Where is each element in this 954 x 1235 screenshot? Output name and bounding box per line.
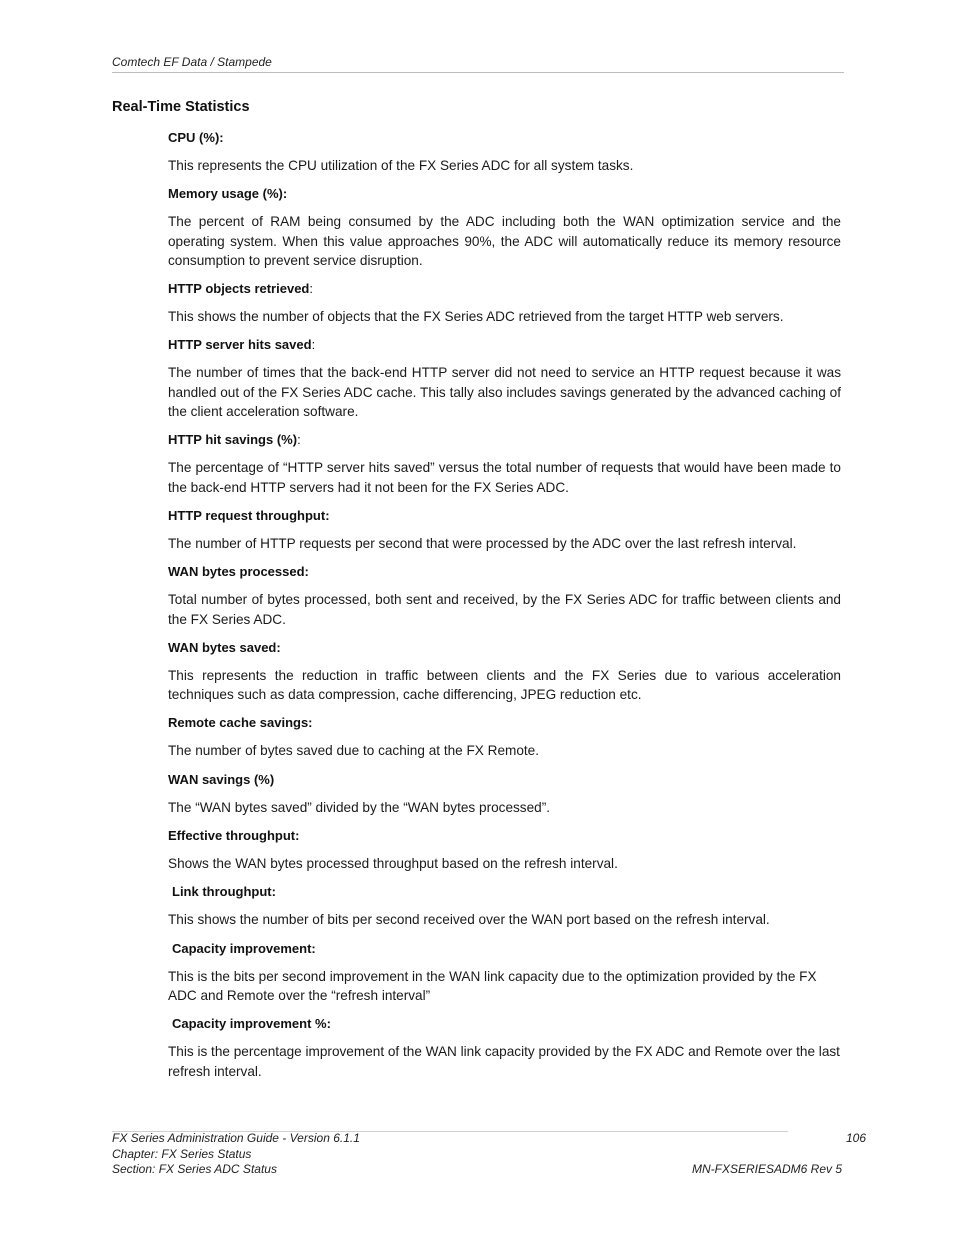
- term-label: HTTP objects retrieved:: [168, 281, 313, 297]
- definition-item: [168, 184, 841, 270]
- term-description: This is the percentage improvement of the WAN link capacity provided by the FX ADC and Remote over the last refresh interval.: [168, 1044, 840, 1079]
- term-description: This shows the number of objects that the FX Series ADC retrieved from the target HTTP web servers.: [168, 309, 784, 325]
- definition-item: [168, 128, 841, 175]
- definition-item: [168, 826, 841, 873]
- page-header: [112, 55, 844, 73]
- term-label: Effective throughput:: [168, 828, 300, 844]
- definition-item: [168, 882, 841, 929]
- definition-list: [168, 128, 841, 1090]
- definition-item: [168, 713, 841, 760]
- term-description: The number of bytes saved due to caching at the FX Remote.: [168, 743, 540, 759]
- term-label: HTTP request throughput:: [168, 507, 330, 523]
- definition-item: [168, 430, 841, 497]
- term-label: Remote cache savings:: [168, 715, 313, 731]
- term-description: The number of HTTP requests per second that were processed by the ADC over the last refresh interval.: [168, 535, 797, 551]
- term-description: This is the bits per second improvement in the WAN link capacity due to the optimization provided by the FX ADC and Remote over the “refresh interval”: [168, 968, 817, 1003]
- page-number: 106: [845, 1131, 866, 1145]
- definition-item: [168, 562, 841, 629]
- term-description: This shows the number of bits per second received over the WAN port based on the refresh interval.: [168, 912, 770, 928]
- term-description: This represents the CPU utilization of the FX Series ADC for all system tasks.: [168, 158, 634, 173]
- term-label: Capacity improvement:: [172, 940, 316, 956]
- term-label: WAN savings (%): [168, 771, 275, 787]
- term-label: Link throughput:: [172, 884, 276, 900]
- definition-item: [168, 279, 841, 326]
- term-description: Shows the WAN bytes processed throughput based on the refresh interval.: [168, 856, 618, 872]
- footer-section: Section: FX Series ADC Status: [112, 1162, 277, 1176]
- term-label: CPU (%):: [168, 130, 224, 145]
- term-label: Memory usage (%):: [168, 186, 288, 202]
- term-description: Total number of bytes processed, both sent and received, by the FX Series ADC for traffic between clients and the FX Series ADC.: [168, 592, 841, 627]
- term-label: Capacity improvement %:: [172, 1016, 331, 1032]
- header-text: Comtech EF Data / Stampede: [112, 55, 272, 69]
- term-label: HTTP hit savings (%):: [168, 432, 301, 448]
- definition-item: [168, 506, 841, 553]
- term-description: This represents the reduction in traffic between clients and the FX Series due to various acceleration techniques such as data compression, cache differencing, JPEG reduction etc.: [168, 667, 841, 703]
- definition-item: [168, 939, 841, 1006]
- term-description: The percentage of “HTTP server hits saved” versus the total number of requests that would have been made to the back-end HTTP servers had it not been for the FX Series ADC.: [168, 460, 841, 495]
- section-title: Real-Time Statistics: [112, 99, 250, 115]
- term-label: WAN bytes saved:: [168, 639, 281, 655]
- definition-item: [168, 1014, 841, 1081]
- definition-item: [168, 638, 841, 705]
- term-description: The “WAN bytes saved” divided by the “WAN bytes processed”.: [168, 799, 551, 815]
- term-description: The number of times that the back-end HTTP server did not need to service an HTTP request because it was handled out of the FX Series ADC cache. This tally also includes savings generated by the advanced caching of the client acceleration software.: [168, 365, 841, 420]
- definition-item: [168, 770, 841, 817]
- footer-chapter: Chapter: FX Series Status: [112, 1146, 252, 1161]
- footer-guide-title: FX Series Administration Guide - Version 6.1.1: [112, 1131, 360, 1145]
- definition-item: [168, 335, 841, 421]
- footer-doc-id: MN-FXSERIESADM6 Rev 5: [691, 1162, 842, 1176]
- term-description: The percent of RAM being consumed by the ADC including both the WAN optimization service and the operating system. When this value approaches 90%, the ADC will automatically reduce its memory resource consumption to prevent service disruption.: [168, 214, 841, 268]
- page-footer: [112, 1131, 866, 1178]
- term-label: WAN bytes processed:: [168, 564, 309, 580]
- term-label: HTTP server hits saved:: [168, 337, 316, 353]
